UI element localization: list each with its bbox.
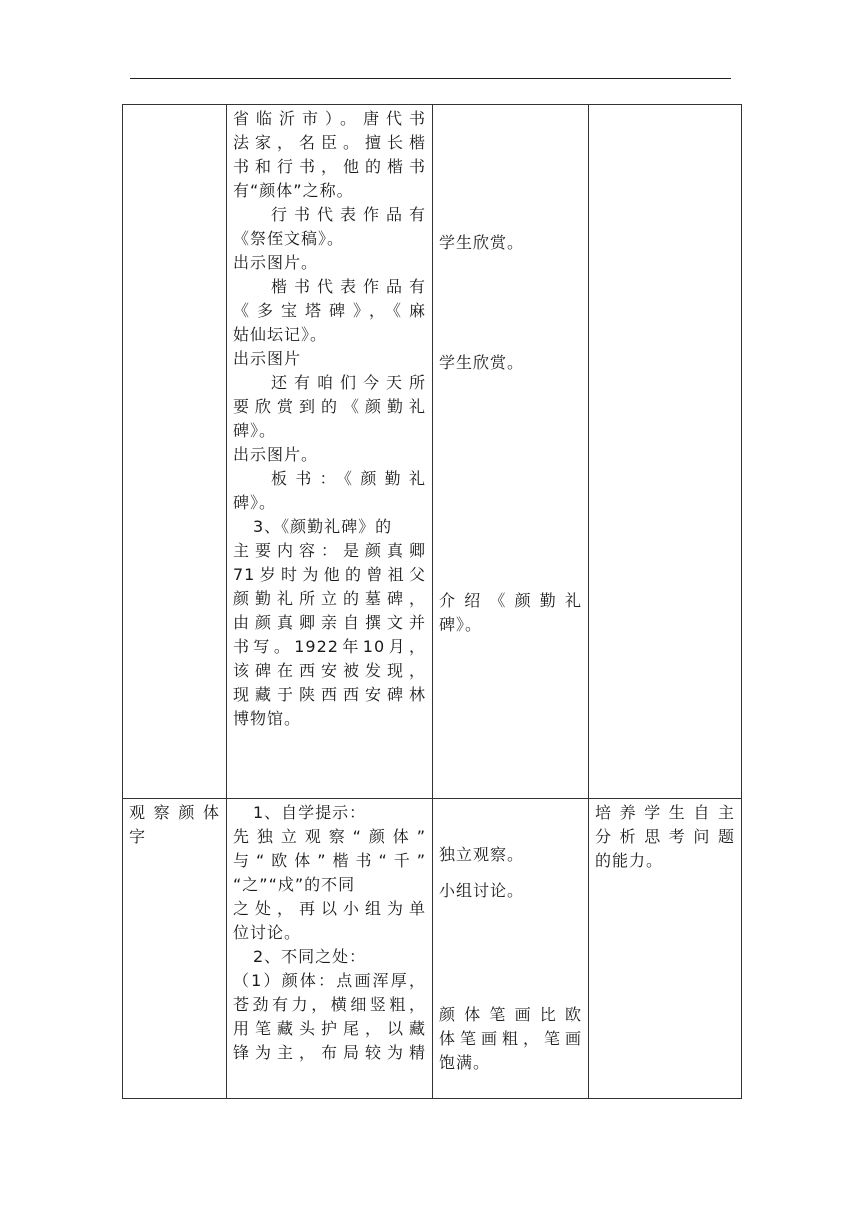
text-line: 出示图片。 [233, 445, 319, 464]
text-line: 与“欧体”楷书“千” [233, 851, 426, 870]
text-line: 碑》。 [439, 615, 483, 634]
text-line: 学生欣赏。 [439, 233, 525, 252]
text-line: 观察颜体 [129, 803, 220, 822]
lesson-plan-table [122, 104, 742, 1099]
text-line: 碑》。 [233, 421, 277, 440]
table-row [123, 105, 742, 799]
text-line: 出示图片 [233, 349, 302, 368]
text-line: 还有咱们今天所 [271, 373, 426, 392]
text-line: 小组讨论。 [439, 881, 525, 900]
text-line: 71岁时为他的曾祖父 [233, 565, 426, 584]
text-line: 由颜真卿亲自撰文并 [233, 613, 426, 632]
text-line: 《多宝塔碑》，《麻 [233, 301, 426, 320]
text-line: 2、不同之处： [253, 947, 367, 966]
text-line: 字 [129, 827, 147, 846]
text-line: 1、自学提示： [253, 803, 367, 822]
text-line: （1）颜体：点画浑厚， [233, 971, 426, 990]
text-line: 之处，再以小组为单 [233, 899, 426, 918]
text-line: 姑仙坛记》。 [233, 325, 328, 344]
text-line: 《祭侄文稿》。 [233, 229, 345, 248]
text-line: 颜体笔画比欧 [439, 1005, 582, 1024]
text-line: 该碑在西安被发现， [233, 661, 426, 680]
design-intent-cell [589, 105, 742, 799]
text-line: 行书代表作品有 [271, 205, 426, 224]
text-line: 介绍《颜勤礼 [439, 591, 582, 610]
text-line: 锋为主，布局较为精 [233, 1043, 426, 1062]
text-line: 板书：《颜勤礼 [271, 469, 426, 488]
text-line: 分析思考问题 [595, 827, 735, 846]
text-line: 要欣赏到的《颜勤礼 [233, 397, 426, 416]
text-line: 出示图片。 [233, 253, 319, 272]
text-line: 先独立观察“颜体” [233, 827, 426, 846]
spacer [439, 867, 582, 879]
text-line: 苍劲有力，横细竖粗， [233, 995, 426, 1014]
text-line: 法家，名臣。擅长楷 [233, 133, 426, 152]
text-line: “之”“戍”的不同 [233, 875, 356, 894]
text-line: 博物馆。 [233, 709, 302, 728]
text-line: 书写。1922年10月， [233, 637, 426, 656]
text-line: 学生欣赏。 [439, 353, 525, 372]
text-line: 书和行书，他的楷书 [233, 157, 426, 176]
text-line: 3、《颜勤礼碑》的 [253, 517, 393, 536]
text-line: 颜勤礼所立的墓碑， [233, 589, 426, 608]
table-row [123, 799, 742, 1099]
header-rule [130, 78, 731, 79]
text-line: 的能力。 [595, 851, 664, 870]
text-line: 独立观察。 [439, 845, 525, 864]
student-activity-cell [433, 799, 589, 1099]
text-line: 体笔画粗，笔画 [439, 1029, 582, 1048]
stage-cell [123, 799, 227, 1099]
spacer [439, 903, 582, 1003]
text-line: 位讨论。 [233, 923, 302, 942]
text-line: 主要内容：是颜真卿 [233, 541, 426, 560]
text-line: 饱满。 [439, 1053, 491, 1072]
text-line: 碑》。 [233, 493, 277, 512]
text-line: 楷书代表作品有 [271, 277, 426, 296]
spacer [439, 375, 582, 589]
text-line: 有“颜体”之称。 [233, 181, 354, 200]
design-intent-cell [589, 799, 742, 1099]
spacer [439, 255, 582, 351]
text-line: 培养学生自主 [595, 803, 735, 822]
teacher-activity-cell [227, 799, 433, 1099]
stage-cell [123, 105, 227, 799]
text-line: 省临沂市）。唐代书 [233, 109, 426, 128]
student-activity-cell [433, 105, 589, 799]
text-line: 现藏于陕西西安碑林 [233, 685, 426, 704]
text-line: 用笔藏头护尾，以藏 [233, 1019, 426, 1038]
teacher-activity-cell [227, 105, 433, 799]
